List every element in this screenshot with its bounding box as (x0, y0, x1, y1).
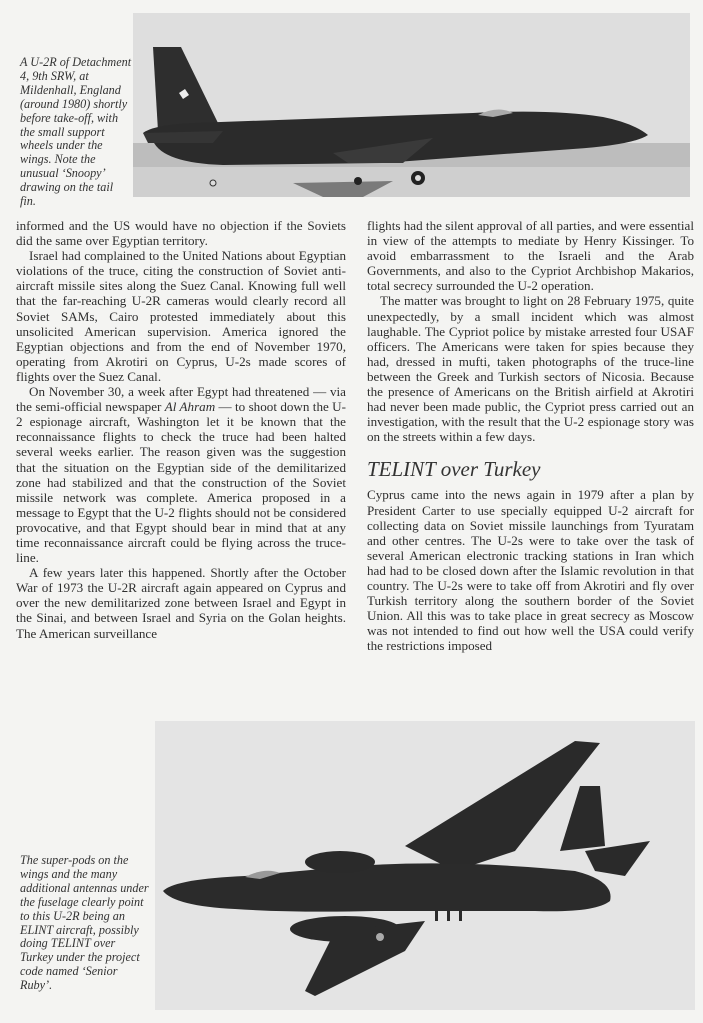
newspaper-title: Al Ahram (164, 399, 216, 415)
paragraph: Cyprus came into the news again in 1979 after a plan by President Carter to use specially equipped U-2 aircraft for collecting data on Soviet missile launchings from Tyuratam and other centres. The U-2s were to take over the task of several American electronic tracking stations in Iran which had had to be closed down after the Islamic revolution in that country. The U-2s were to take off from Akrotiri and fly over Turkish territory along the southern border of the Soviet Union. All this was to take place in great secrecy as Moscow was not intended to find out how well the USA could verify the restrictions imposed (367, 487, 694, 654)
aircraft-in-flight-illustration (155, 721, 695, 1010)
paragraph: Israel had complained to the United Nations about Egyptian violations of the truce, citing the construction of Soviet anti-aircraft missile sites along the Suez Canal. Knowing full well that the far-reaching U-2R cameras would clearly record all Soviet SAMs, Cairo protested immediately about this unsolicited American supervision. America ignored the Egyptian objections and from the end of November 1970, operating from Akrotiri on Cyprus, U-2s made scores of flights over the Suez Canal. (16, 248, 346, 384)
paragraph: informed and the US would have no objection if the Soviets did the same over Egyptian territory. (16, 218, 346, 249)
photo-u2r-on-tarmac (133, 13, 690, 197)
article-column-right (367, 218, 694, 653)
paragraph-text: On November 30, a week after Egypt had threatened — via the semi-official newspaper (16, 384, 346, 415)
figure-caption-bottom: The super-pods on the wings and the many additional antennas under the fuselage clearly point to this U-2R being an ELINT aircraft, possibly doing TELINT over Turkey under the project code named ‘Senior Ruby’. (20, 853, 149, 993)
figure-caption-top: A U-2R of Detachment 4, 9th SRW, at Mildenhall, England (around 1980) shortly before take-off, with the small support wheels under the wings. Note the unusual ‘Snoopy’ drawing on the tail fin. (20, 55, 132, 209)
paragraph (16, 384, 346, 565)
paragraph: A few years later this happened. Shortly after the October War of 1973 the U-2R aircraft again appeared on Cyprus and over the new demilitarized zone between Israel and Egypt in the Sinai, and between Israel and Syria on the Golan heights. The American surveillance (16, 565, 346, 641)
section-heading: TELINT over Turkey (367, 457, 541, 482)
article-column-left (16, 218, 346, 641)
photo-u2r-in-flight (155, 721, 695, 1010)
paragraph: flights had the silent approval of all parties, and were essential in view of the attempts to mediate by Henry Kissinger. To avoid embarrassment to the Israeli and the Arab Governments, and also to the Cypriot Archbishop Makarios, total secrecy surrounded the U-2 operation. (367, 218, 694, 294)
paragraph: The matter was brought to light on 28 February 1975, quite unexpectedly, by a small incident which was almost laughable. The Cypriot police by mistake arrested four USAF officers. The Americans were taken for spies because they had, dressed in mufti, taken photographs of the truce-line between the Greek and Turkish sectors of Nicosia. Because the presence of Americans on the British airfield at Akrotiri had never been made public, the Cypriot press carried out an investigation, with the result that the U-2 espionage story was on the streets within a few days. (367, 293, 694, 445)
paragraph-text: — to shoot down the U-2 espionage aircraft, Washington let it be known that the reconnaissance flights to check the truce had been halted several weeks earlier. The reason given was the suggestion that the situation on the Egyptian side of the demilitarized zone had stabilized and that the construction of the Soviet missile network was complete. America proposed in a message to Egypt that the U-2 flights should not be considered provocative, and that Egypt should bear in mind that at any time reconnaissance aircraft could be flying across the truce-line. (16, 399, 346, 566)
aircraft-side-view-illustration (133, 13, 690, 197)
